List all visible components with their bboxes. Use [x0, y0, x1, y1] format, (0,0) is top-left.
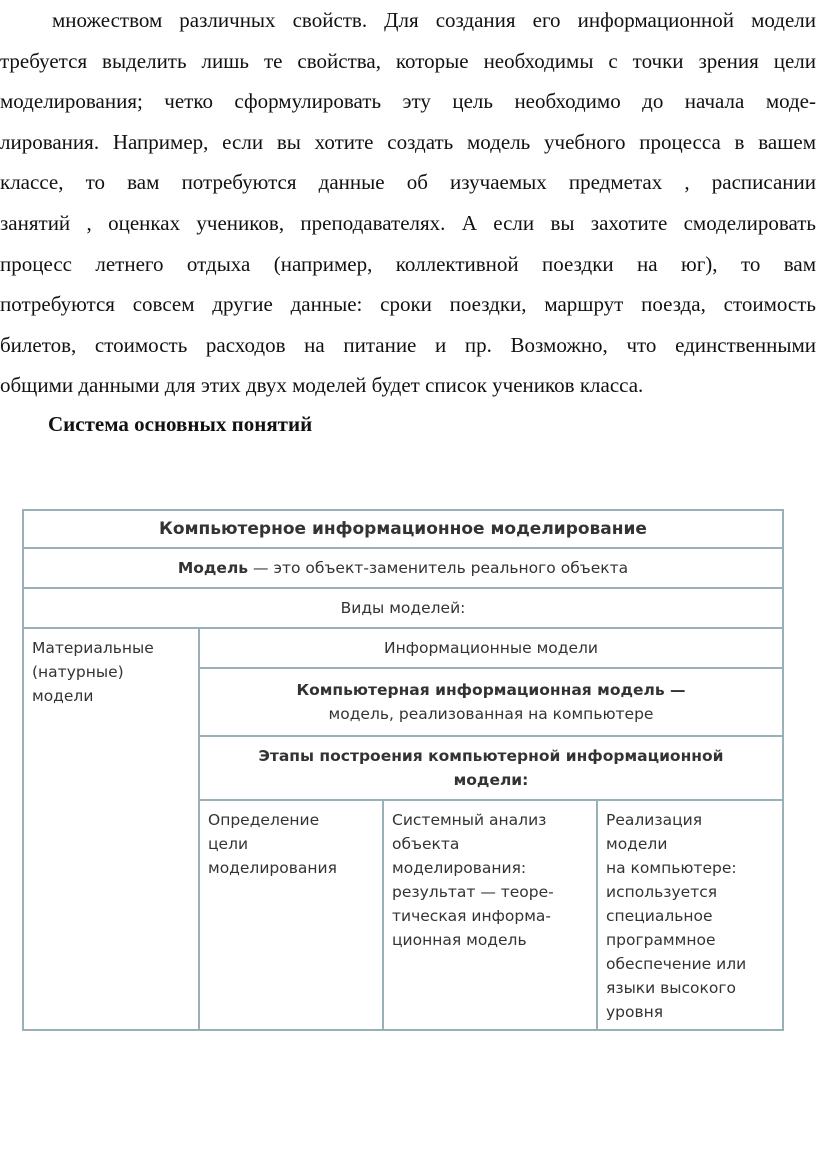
stage-text-line: обеспечение или — [606, 955, 747, 973]
stage-goal-cell — [198, 799, 384, 1031]
stage-text-line: модели — [606, 835, 668, 853]
stage-text-line: моделирования: — [392, 859, 527, 877]
paragraph-line: моделирования; четко сформулировать эту цель необходимо до начала моде- — [0, 89, 816, 114]
stage-text-line: языки высокого — [606, 979, 737, 997]
computer-model-cell — [198, 667, 784, 737]
model-kinds-row: Виды моделей: — [22, 587, 784, 629]
stage-text-line: результат — теоре- — [392, 883, 554, 901]
stage-text-line: объекта — [392, 835, 460, 853]
material-models-line: Материальные — [32, 639, 154, 657]
computer-model-term: Компьютерная информационная модель — — [296, 681, 686, 699]
material-models-cell — [22, 627, 200, 1031]
stage-text-line: используется — [606, 883, 718, 901]
info-models-header: Информационные модели — [198, 627, 784, 669]
concept-table — [22, 509, 784, 1031]
paragraph-line: общими данными для этих двух моделей будет список учеников класса. — [0, 373, 644, 398]
material-models-line: (натурные) — [32, 663, 124, 681]
paragraph-line: множеством различных свойств. Для создания его информационной модели — [52, 8, 816, 32]
paragraph-line: классе, то вам потребуются данные об изучаемых предметах , расписании — [0, 170, 816, 195]
stage-text-line: Реализация — [606, 811, 703, 829]
stages-header — [198, 735, 784, 801]
model-definition-row — [22, 547, 784, 589]
material-models-line: модели — [32, 687, 94, 705]
model-definition: — это объект-заменитель реального объекта — [248, 559, 629, 577]
computer-model-definition: модель, реализованная на компьютере — [328, 705, 654, 723]
paragraph-line: лирования. Например, если вы хотите создать модель учебного процесса в вашем — [0, 129, 816, 154]
stages-header-line: модели: — [453, 771, 529, 789]
model-term: Модель — [177, 559, 249, 577]
paragraph-line: требуется выделить лишь те свойства, которые необходимы с точки зрения цели — [0, 48, 816, 73]
stages-header-line: Этапы построения компьютерной информационной — [258, 747, 724, 765]
stage-text-line: Системный анализ — [392, 811, 547, 829]
stage-text-line: Определение — [208, 811, 320, 829]
section-heading: Система основных понятий — [48, 412, 313, 436]
stage-text-line: цели — [208, 835, 249, 853]
paragraph-line: процесс летнего отдыха (например, коллективной поездки на юг), то вам — [0, 251, 816, 276]
paragraph-line: занятий , оценках учеников, преподавателях. А если вы захотите смоделировать — [0, 210, 816, 235]
paragraph-line: потребуются совсем другие данные: сроки поездки, маршрут поезда, стоимость — [0, 292, 816, 317]
stage-text-line: специальное — [606, 907, 713, 925]
stage-implementation-cell — [596, 799, 784, 1031]
paragraph-line: билетов, стоимость расходов на питание и пр. Возможно, что единственными — [0, 332, 816, 357]
stage-text-line: программное — [606, 931, 716, 949]
stage-text-line: на компьютере: — [606, 859, 737, 877]
stage-text-line: тическая информа- — [392, 907, 551, 925]
stage-text-line: моделирования — [208, 859, 337, 877]
stage-analysis-cell — [382, 799, 598, 1031]
body-paragraph — [0, 0, 816, 406]
stage-text-line: ционная модель — [392, 931, 527, 949]
table-title: Компьютерное информационное моделирование — [22, 509, 784, 549]
stage-text-line: уровня — [606, 1003, 664, 1021]
